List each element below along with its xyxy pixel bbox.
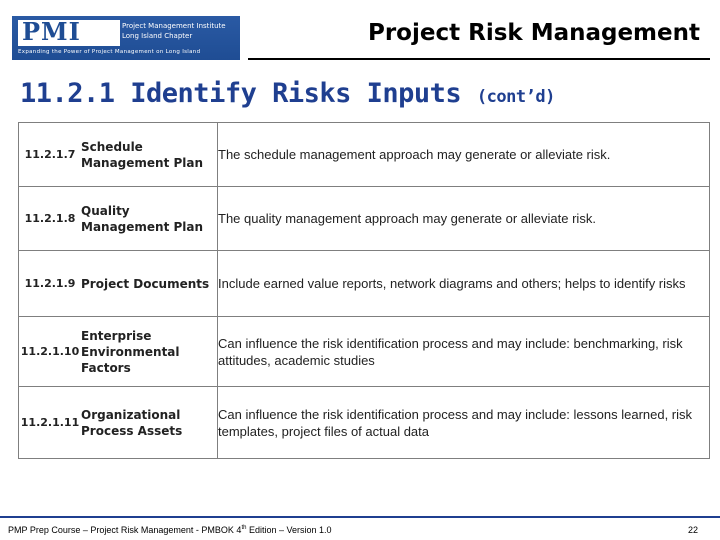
slide-title-main: 11.2.1 Identify Risks Inputs	[20, 78, 462, 109]
input-label-cell	[19, 387, 218, 459]
inputs-table	[18, 122, 710, 459]
input-number: 11.2.1.10	[20, 345, 80, 358]
input-label-cell	[19, 123, 218, 187]
slide-title-suffix: (cont’d)	[476, 87, 555, 107]
footer-superscript: th	[241, 525, 247, 531]
input-description: The schedule management approach may generate or alleviate risk.	[218, 123, 710, 187]
input-description: Can influence the risk identification process and may include: benchmarking, risk attitudes, academic studies	[218, 317, 710, 387]
input-description: Can influence the risk identification process and may include: lessons learned, risk templates, project files of actual data	[218, 387, 710, 459]
table-row	[19, 187, 710, 251]
input-label-cell	[19, 317, 218, 387]
footer-divider	[0, 516, 720, 518]
page-number: 22	[687, 525, 698, 535]
footer-text-main: PMP Prep Course – Project Risk Management - PMBOK 4	[8, 525, 242, 535]
header-title: Project Risk Management	[367, 20, 700, 46]
input-description: The quality management approach may generate or alleviate risk.	[218, 187, 710, 251]
input-description: Include earned value reports, network diagrams and others; helps to identify risks	[218, 251, 710, 317]
table-row	[19, 251, 710, 317]
logo-name-line2: Long Island Chapter	[122, 32, 193, 40]
footer-text-edition: Edition – Version 1.0	[246, 525, 332, 535]
header-divider	[248, 58, 710, 60]
input-label-cell	[19, 187, 218, 251]
input-label-cell	[19, 251, 218, 317]
input-number: 11.2.1.11	[20, 416, 80, 429]
input-number: 11.2.1.9	[24, 277, 76, 290]
footer-text	[8, 525, 332, 535]
input-number: 11.2.1.7	[24, 148, 76, 161]
table-row	[19, 317, 710, 387]
input-number: 11.2.1.8	[24, 212, 76, 225]
slide-title	[20, 78, 555, 109]
logo-tagline: Expanding the Power of Project Management on Long Island	[18, 49, 201, 55]
input-name: Schedule Management Plan	[81, 139, 204, 170]
logo-name-line1: Project Management Institute	[122, 22, 226, 30]
input-name: Quality Management Plan	[81, 203, 204, 234]
input-name: Enterprise Environmental Factors	[81, 328, 180, 375]
table-row	[19, 123, 710, 187]
logo-mark: PMI	[22, 17, 81, 46]
input-name: Project Documents	[81, 276, 210, 291]
table-row	[19, 387, 710, 459]
input-name: Organizational Process Assets	[81, 407, 183, 438]
pmi-logo	[12, 16, 240, 60]
